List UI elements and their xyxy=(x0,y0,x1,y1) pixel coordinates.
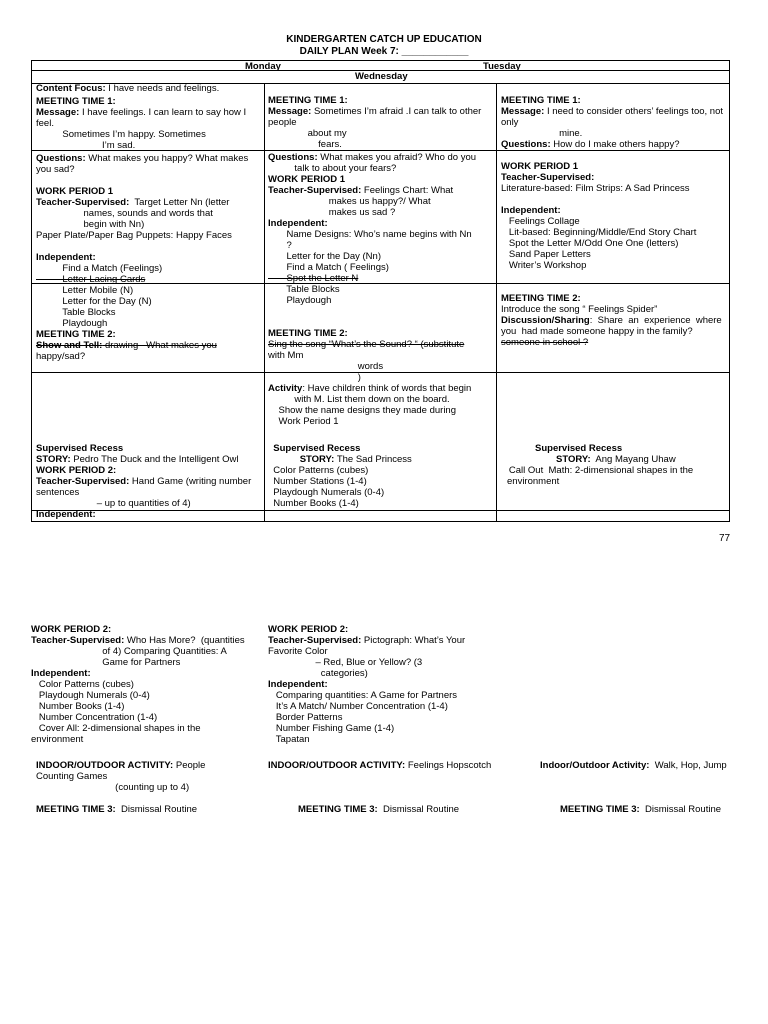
tuesday-teacher-supervised-text: Feelings Chart: What xyxy=(361,185,454,196)
p2-monday-independent-item: Playdough Numerals (0-4) xyxy=(31,690,150,701)
monday-puppets: Paper Plate/Paper Bag Puppets: Happy Faces xyxy=(36,230,232,241)
p2-tuesday-teacher-supervised-text: Pictograph: What’s Your xyxy=(361,635,466,646)
tuesday-math-item: Number Books (1-4) xyxy=(268,498,359,509)
p2-wednesday-activity-text: Walk, Hop, Jump xyxy=(649,760,727,771)
monday-work-period-1-label: WORK PERIOD 1 xyxy=(36,186,114,197)
wednesday-message-text: I need to consider others’ feelings too, not xyxy=(544,106,723,117)
monday-message-text: I have feelings. I can learn to say how I xyxy=(79,107,247,118)
p2-wednesday-mt3-text: Dismissal Routine xyxy=(639,804,722,815)
p2-monday-activity-text: People xyxy=(173,760,206,771)
monday-afternoon xyxy=(36,443,261,520)
monday-message-line-3: Sometimes I’m happy. Sometimes xyxy=(36,129,206,140)
page2-monday-activity xyxy=(36,760,261,793)
wednesday-discussion-line-3: someone in school ? xyxy=(501,337,589,348)
wednesday-supervised-recess: Supervised Recess xyxy=(535,443,623,454)
tuesday-activity-line-2: with M. List them down on the board. xyxy=(268,394,450,405)
monday-teacher-supervised-label: Teacher-Supervised: xyxy=(36,197,130,208)
tuesday-column xyxy=(268,95,494,427)
wednesday-call-out-line-2: environment xyxy=(507,476,560,487)
p2-tuesday-independent-item: Number Fishing Game (1-4) xyxy=(268,723,395,734)
wednesday-teacher-supervised-label: Teacher-Supervised: xyxy=(501,172,595,183)
monday-story-label: STORY: xyxy=(36,454,71,465)
p2-monday-activity-line-3: (counting up to 4) xyxy=(36,782,190,793)
monday-message-label: Message: xyxy=(36,107,80,118)
monday-wp2-line-2: sentences xyxy=(36,487,80,498)
monday-wp2-teacher-supervised-text: Hand Game (writing number xyxy=(129,476,252,487)
wednesday-message-line-3: mine. xyxy=(501,128,583,139)
wednesday-questions-label: Questions: xyxy=(501,139,551,150)
p2-tuesday-work-period-2-label: WORK PERIOD 2: xyxy=(268,624,349,635)
tuesday-independent-item: Letter for the Day (Nn) xyxy=(268,251,381,262)
monday-show-and-tell-line-2: happy/sad? xyxy=(36,351,86,362)
tuesday-math-item: Number Stations (1-4) xyxy=(268,476,367,487)
p2-monday-activity-label: INDOOR/OUTDOOR ACTIVITY: xyxy=(36,760,174,771)
tuesday-activity-line-3: Show the name designs they made during xyxy=(268,405,457,416)
wednesday-column xyxy=(501,95,727,348)
monday-independent-item: Table Blocks xyxy=(36,307,116,318)
page2-monday-column xyxy=(31,624,261,745)
p2-tuesday-activity xyxy=(268,760,491,771)
tuesday-teacher-supervised-label: Teacher-Supervised: xyxy=(268,185,362,196)
tuesday-independent-item: Name Designs: Who’s name begins with Nn xyxy=(268,229,472,240)
tuesday-message-text: Sometimes I’m afraid .I can talk to other xyxy=(311,106,482,117)
monday-column xyxy=(36,83,261,362)
tuesday-message-line-3: about my xyxy=(268,128,347,139)
p2-tuesday-teacher-supervised-line-2: Favorite Color xyxy=(268,646,328,657)
tuesday-afternoon xyxy=(268,443,494,509)
p2-monday-independent-item: Number Concentration (1-4) xyxy=(31,712,158,723)
daily-plan-week: DAILY PLAN Week 7: ____________ xyxy=(299,46,469,57)
p2-tuesday-mt3-label: MEETING TIME 3: xyxy=(298,804,378,815)
tuesday-questions-label: Questions: xyxy=(268,152,318,163)
wednesday-independent-item: Spot the Letter M/Odd One One (letters) xyxy=(501,238,679,249)
p2-tuesday-independent-label: Independent: xyxy=(268,679,328,690)
wednesday-independent-item: Lit-based: Beginning/Middle/End Story Chart xyxy=(501,227,697,238)
tuesday-independent-item: Playdough xyxy=(268,295,332,306)
page-number: 77 xyxy=(719,533,731,544)
p2-tuesday-independent-item: It’s A Match/ Number Concentration (1-4) xyxy=(268,701,448,712)
wednesday-work-period-1-label: WORK PERIOD 1 xyxy=(501,161,579,172)
p2-monday-mt3-label: MEETING TIME 3: xyxy=(36,804,116,815)
p2-tuesday-mt3-text: Dismissal Routine xyxy=(377,804,460,815)
monday-independent-item: Letter Mobile (N) xyxy=(36,285,134,296)
monday-work-period-2-label: WORK PERIOD 2: xyxy=(36,465,117,476)
tuesday-supervised-recess: Supervised Recess xyxy=(268,443,361,454)
p2-tuesday-activity-text: Feelings Hopscotch xyxy=(405,760,492,771)
tuesday-teacher-supervised-line-2: makes us happy?/ What xyxy=(268,196,431,207)
p2-tuesday-teacher-supervised-line-3: – Red, Blue or Yellow? (3 xyxy=(268,657,423,668)
tuesday-questions-text: What makes you afraid? Who do you xyxy=(317,152,477,163)
monday-independent-label: Independent: xyxy=(36,252,96,263)
tuesday-independent-item: Find a Match ( Feelings) xyxy=(268,262,389,273)
tuesday-activity-text: : Have children think of words that begin xyxy=(302,383,472,394)
monday-independent-item: Playdough xyxy=(36,318,108,329)
wednesday-message-line-2: only xyxy=(501,117,519,128)
p2-monday-independent-item: environment xyxy=(31,734,84,745)
wednesday-independent-item: Writer’s Workshop xyxy=(501,260,587,271)
monday-teacher-supervised-text: Target Letter Nn (letter xyxy=(129,197,230,208)
monday-independent-item: Letter Lacing Cards xyxy=(36,274,146,285)
tuesday-story-label: STORY: xyxy=(299,454,335,465)
content-focus-text: I have needs and feelings. xyxy=(105,83,220,94)
p2-monday-teacher-supervised-label: Teacher-Supervised: xyxy=(31,635,125,646)
wednesday-independent-label: Independent: xyxy=(501,205,561,216)
p2-monday-teacher-supervised-line-2: of 4) Comparing Quantities: A xyxy=(31,646,227,657)
tuesday-message-label: Message: xyxy=(268,106,312,117)
monday-questions-label: Questions: xyxy=(36,153,86,164)
tuesday-independent-label: Independent: xyxy=(268,218,328,229)
p2-tuesday-independent-item: Border Patterns xyxy=(268,712,343,723)
wednesday-introduce-song: Introduce the song “ Feelings Spider” xyxy=(501,304,658,315)
wednesday-independent-item: Sand Paper Letters xyxy=(501,249,591,260)
document-title: KINDERGARTEN CATCH UP EDUCATION xyxy=(286,34,482,45)
wednesday-story-label: STORY: xyxy=(556,454,591,465)
page2-tuesday-column xyxy=(268,624,498,745)
monday-independent-item: Find a Match (Feelings) xyxy=(36,263,163,274)
wednesday-story-text: Ang Mayang Uhaw xyxy=(590,454,676,465)
wednesday-discussion-label: Discussion/Sharing xyxy=(501,315,590,326)
monday-wp2-independent-label: Independent: xyxy=(36,509,96,520)
monday-meeting-time-2-label: MEETING TIME 2: xyxy=(36,329,116,340)
tuesday-activity-label: Activity xyxy=(268,383,303,394)
wednesday-questions-text: How do I make others happy? xyxy=(550,139,680,150)
monday-teacher-supervised-line-3: begin with Nn) xyxy=(36,219,145,230)
p2-monday-meeting-time-3 xyxy=(36,804,197,815)
monday-message-line-2: feel. xyxy=(36,118,54,129)
content-focus-label: Content Focus: xyxy=(36,83,106,94)
p2-wednesday-activity xyxy=(540,760,727,771)
wednesday-discussion-text: : Share an experience where xyxy=(589,315,722,326)
wednesday-call-out-math: Call Out Math: 2-dimensional shapes in the xyxy=(501,465,694,476)
p2-tuesday-teacher-supervised-line-4: categories) xyxy=(268,668,368,679)
tuesday-story-text: The Sad Princess xyxy=(334,454,412,465)
monday-wp2-teacher-supervised-label: Teacher-Supervised: xyxy=(36,476,130,487)
p2-tuesday-independent-item: Comparing quantities: A Game for Partners xyxy=(268,690,458,701)
p2-monday-independent-item: Number Books (1-4) xyxy=(31,701,125,712)
wednesday-discussion-line-2: you had made someone happy in the family? xyxy=(501,326,693,337)
p2-wednesday-activity-label: Indoor/Outdoor Activity: xyxy=(540,760,650,771)
monday-teacher-supervised-line-2: names, sounds and words that xyxy=(36,208,213,219)
p2-monday-teacher-supervised-line-3: Game for Partners xyxy=(31,657,181,668)
monday-show-and-tell-text: drawing What makes you xyxy=(102,340,217,351)
p2-monday-work-period-2-label: WORK PERIOD 2: xyxy=(31,624,112,635)
tuesday-activity-line-4: Work Period 1 xyxy=(268,416,339,427)
p2-monday-teacher-supervised-text: Who Has More? (quantities xyxy=(124,635,245,646)
wednesday-teacher-supervised-text: Literature-based: Film Strips: A Sad Princess xyxy=(501,183,690,194)
wednesday-meeting-time-1-label: MEETING TIME 1: xyxy=(501,95,581,106)
tuesday-independent-item: Table Blocks xyxy=(268,284,340,295)
tuesday-sing-song: Sing the song “What’s the Sound? “ (substitute xyxy=(268,339,465,350)
tuesday-work-period-1-label: WORK PERIOD 1 xyxy=(268,174,346,185)
p2-monday-mt3-text: Dismissal Routine xyxy=(115,804,198,815)
day-header-tuesday: Tuesday xyxy=(483,61,521,72)
tuesday-independent-item: ? xyxy=(268,240,292,251)
tuesday-meeting-time-2-label: MEETING TIME 2: xyxy=(268,328,348,339)
p2-tuesday-teacher-supervised-label: Teacher-Supervised: xyxy=(268,635,362,646)
tuesday-message-line-2: people xyxy=(268,117,297,128)
monday-questions-line-2: you sad? xyxy=(36,164,75,175)
tuesday-message-line-4: fears. xyxy=(268,139,342,150)
p2-monday-independent-label: Independent: xyxy=(31,668,91,679)
monday-independent-item: Letter for the Day (N) xyxy=(36,296,152,307)
day-header-wednesday: Wednesday xyxy=(355,71,408,82)
p2-wednesday-meeting-time-3 xyxy=(560,804,721,815)
tuesday-independent-item: Spot the Letter N xyxy=(268,273,359,284)
tuesday-math-item: Playdough Numerals (0-4) xyxy=(268,487,385,498)
wednesday-independent-item: Feelings Collage xyxy=(501,216,580,227)
tuesday-questions-line-2: talk to about your fears? xyxy=(268,163,397,174)
wednesday-message-label: Message: xyxy=(501,106,545,117)
wednesday-afternoon xyxy=(501,443,727,487)
p2-monday-independent-item: Color Patterns (cubes) xyxy=(31,679,134,690)
tuesday-math-item: Color Patterns (cubes) xyxy=(268,465,369,476)
p2-tuesday-activity-label: INDOOR/OUTDOOR ACTIVITY: xyxy=(268,760,406,771)
monday-show-and-tell-label: Show and Tell: xyxy=(36,340,103,351)
p2-tuesday-meeting-time-3 xyxy=(298,804,459,815)
tuesday-meeting-time-1-label: MEETING TIME 1: xyxy=(268,95,348,106)
tuesday-teacher-supervised-line-3: makes us sad ? xyxy=(268,207,396,218)
monday-wp2-line-3: – up to quantities of 4) xyxy=(36,498,191,509)
tuesday-sing-line-4: ) xyxy=(268,372,361,383)
monday-supervised-recess: Supervised Recess xyxy=(36,443,124,454)
p2-monday-activity-line-2: Counting Games xyxy=(36,771,108,782)
monday-questions-text: What makes you happy? What makes xyxy=(85,153,249,164)
tuesday-sing-line-3: words xyxy=(268,361,384,372)
monday-story-text: Pedro The Duck and the Intelligent Owl xyxy=(70,454,239,465)
monday-message-line-4: I’m sad. xyxy=(36,140,136,151)
monday-meeting-time-1-label: MEETING TIME 1: xyxy=(36,96,116,107)
wednesday-meeting-time-2-label: MEETING TIME 2: xyxy=(501,293,581,304)
p2-wednesday-mt3-label: MEETING TIME 3: xyxy=(560,804,640,815)
p2-monday-independent-item: Cover All: 2-dimensional shapes in the xyxy=(31,723,201,734)
tuesday-sing-line-2: with Mm xyxy=(268,350,304,361)
p2-tuesday-independent-item: Tapatan xyxy=(268,734,310,745)
day-header-monday: Monday xyxy=(245,61,281,72)
